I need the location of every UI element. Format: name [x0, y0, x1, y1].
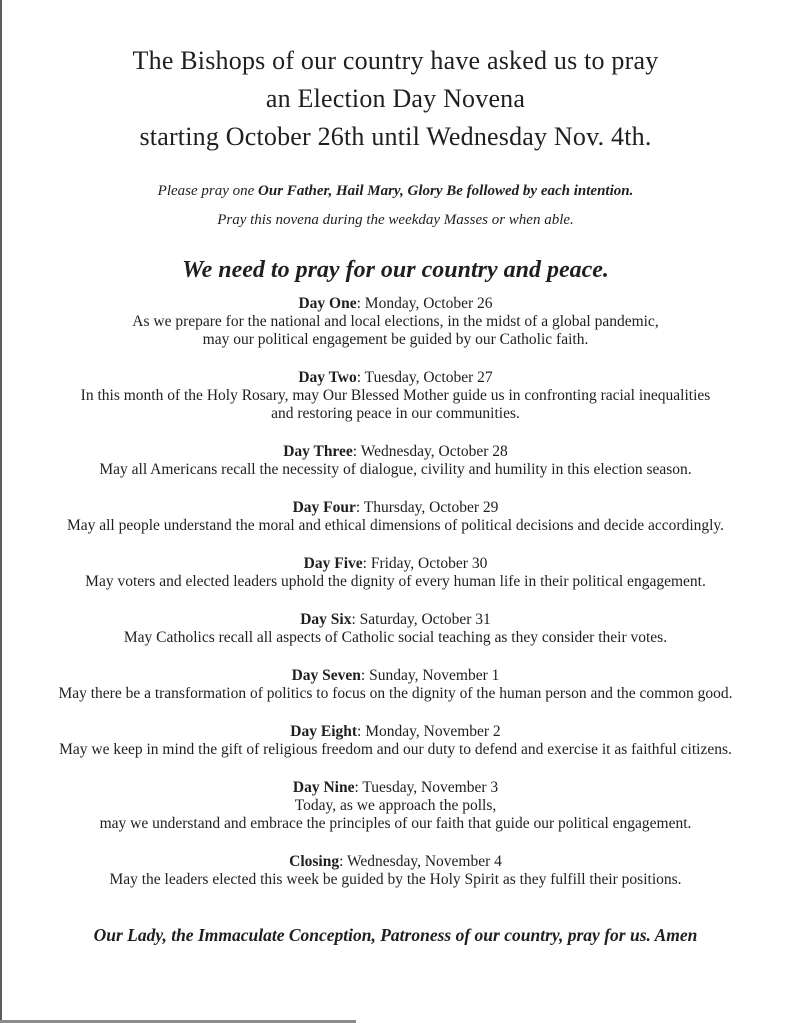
day-intention-line: In this month of the Holy Rosary, may Our Blessed Mother guide us in confronting racial inequalities: [80, 387, 711, 404]
day-label: Day Seven: [291, 667, 361, 684]
day-block: [28, 779, 763, 833]
day-label: Day Nine: [292, 779, 355, 796]
day-date: : Monday, October 26: [356, 295, 493, 312]
day-block: [28, 853, 763, 889]
day-intention-line: May we keep in mind the gift of religious freedom and our duty to defend and exercise it as faithful citizens.: [59, 741, 732, 758]
title-line-1: The Bishops of our country have asked us to pray: [132, 46, 659, 75]
day-block: [28, 611, 763, 647]
day-heading: [28, 779, 763, 797]
day-label: Day Five: [303, 555, 363, 572]
day-intention-line: May all people understand the moral and ethical dimensions of political decisions and decide accordingly.: [66, 517, 725, 534]
day-heading: [28, 499, 763, 517]
day-date: : Saturday, October 31: [351, 611, 491, 628]
day-intention-line: May all Americans recall the necessity of dialogue, civility and humility in this election season.: [99, 461, 692, 478]
title-line-2: an Election Day Novena: [265, 84, 526, 113]
day-intention-line: Today, as we approach the polls,: [294, 797, 497, 814]
day-heading: [28, 853, 763, 871]
day-date: : Monday, November 2: [357, 723, 501, 740]
day-intention-line: and restoring peace in our communities.: [271, 405, 520, 422]
day-intention-line: may we understand and embrace the principles of our faith that guide our political engagement.: [99, 815, 692, 832]
day-date: : Sunday, November 1: [360, 667, 500, 684]
day-intention-line: As we prepare for the national and local elections, in the midst of a global pandemic,: [132, 313, 659, 330]
day-block: [28, 555, 763, 591]
day-block: [28, 667, 763, 703]
day-intention-line: May voters and elected leaders uphold the dignity of every human life in their political engagement.: [85, 573, 706, 590]
day-intention-line: May there be a transformation of politics to focus on the dignity of the human person and the common good.: [58, 685, 733, 702]
day-date: : Friday, October 30: [362, 555, 488, 572]
intro-prefix: Please pray one: [157, 183, 259, 199]
day-label: Closing: [289, 853, 340, 870]
day-date: : Tuesday, November 3: [354, 779, 499, 796]
scan-edge-left: [0, 0, 2, 1023]
day-date: : Thursday, October 29: [355, 499, 499, 516]
day-block: [28, 295, 763, 349]
day-date: : Wednesday, October 28: [352, 443, 508, 460]
day-label: Day Two: [298, 369, 357, 386]
intro-line-1: [28, 182, 763, 200]
day-label: Day Six: [300, 611, 352, 628]
day-label: Day Three: [283, 443, 353, 460]
day-intention-line: may our political engagement be guided by our Catholic faith.: [202, 331, 589, 348]
day-block: [28, 443, 763, 479]
day-date: : Tuesday, October 27: [356, 369, 493, 386]
day-block: [28, 499, 763, 535]
day-intention-line: May the leaders elected this week be guided by the Holy Spirit as they fulfill their positions.: [109, 871, 682, 888]
day-list: [28, 295, 763, 889]
day-block: [28, 369, 763, 423]
day-heading: [28, 443, 763, 461]
document-title: [28, 42, 763, 156]
intro-line-2: Pray this novena during the weekday Masses or when able.: [217, 212, 574, 228]
day-heading: [28, 555, 763, 573]
title-line-3: starting October 26th until Wednesday Nov. 4th.: [139, 122, 652, 151]
day-label: Day One: [298, 295, 357, 312]
intro-emphasis: Our Father, Hail Mary, Glory Be followed by each intention.: [258, 183, 634, 199]
day-intention-line: May Catholics recall all aspects of Catholic social teaching as they consider their votes.: [123, 629, 668, 646]
day-heading: [28, 611, 763, 629]
day-heading: [28, 723, 763, 741]
day-heading: [28, 667, 763, 685]
day-heading: [28, 369, 763, 387]
motto-heading: We need to pray for our country and peace.: [182, 257, 609, 283]
day-block: [28, 723, 763, 759]
day-label: Day Eight: [290, 723, 358, 740]
day-label: Day Four: [292, 499, 356, 516]
closing-prayer: Our Lady, the Immaculate Conception, Patroness of our country, pray for us. Amen: [93, 925, 698, 945]
day-date: : Wednesday, November 4: [339, 853, 502, 870]
day-heading: [28, 295, 763, 313]
